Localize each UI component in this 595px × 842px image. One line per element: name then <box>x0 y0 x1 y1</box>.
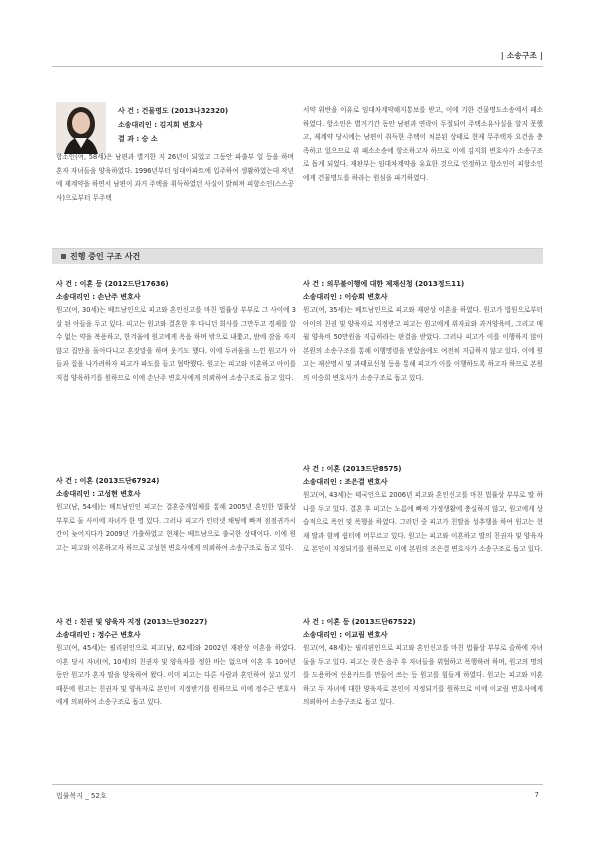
featured-case-text-left: 항소인(여, 58세)은 남편과 별거한 지 26년이 되었고 그동안 파출부 일 등을 하며 혼자 자녀들을 양육하였다. 1996년부터 임대아파트에 입주하여 생활하였는데 작년에 재계약을 하면서 남편이 과거 주택을 취득하였던 사실이 밝혀져 피항소인(스스공사)으로부터 무주택 <box>56 153 294 202</box>
section-title: 진행 중인 구조 사건 <box>70 252 141 261</box>
featured-case-text-right: 서약 위반을 이유로 임대차계약해지통보를 받고, 이에 기한 건물명도소송에서 패소하였다. 항소인은 별거기간 동안 남편과 연락이 두절되어 주택소유사실을 알지 못했고, 재계약 당시에는 남편이 취득한 주택이 처분된 상태로 현재 무주택자 요건을 충족하고 있으므로 위 패소소송에 항소하고자 하므로 이에 김지희 변호사가 소송구조로 돕게 되었다. 재판부는 임대차계약을 유효한 것으로 인정하고 항소인이 피항소인에게 건물명도를 하라는 원심을 파기하였다. <box>303 106 543 182</box>
case-lawyer: 소송대리인 : 고성현 변호사 <box>56 489 141 498</box>
case-block <box>56 278 296 386</box>
case-title: 사 건 : 이혼 (2013드단8575) <box>303 465 402 473</box>
lawyer-photo <box>56 102 106 154</box>
section-header-bar <box>52 248 543 264</box>
case-title: 사 건 : 의무불이행에 대한 제재신청 (2013정드11) <box>303 280 465 288</box>
case-block <box>56 616 296 710</box>
case-lawyer: 소송대리인 : 조은결 변호사 <box>303 477 388 486</box>
page-number: 7 <box>534 791 539 799</box>
footer-publication: 법률복지 _ 52호 <box>56 792 107 800</box>
case-title: 사 건 : 이혼 등 (2013드단67522) <box>303 618 416 626</box>
case-lawyer: 소송대리인 : 손난주 변호사 <box>56 292 141 301</box>
case-body: 원고(여, 30세)는 베트남인으로 피고와 혼인신고를 마친 법률상 부부로 그 사이에 3살 된 아들을 두고 있다. 피고는 원고와 결혼한 후 다니던 회사를 그만두고 경제를 알 수 없는 약을 복용하고, 한겨울에 원고에게 옥을 하며 밖으로 내쫓고, 밤에 잠을 자지 않고 집안을 돌아다니고 혼잣말을 하며 웃기도 했다. 이에 두려움을 느낀 원고가 아들과 집을 나가려하자 피고가 파도를 들고 협박했다. 원고는 피고와 이혼하고 아이를 직접 양육하기를 원하므로 이에 손난주 변호사에게 의뢰하여 소송구조로 돕고 있다. <box>56 306 296 382</box>
case-lawyer: 소송대리인 : 정수근 변호사 <box>56 630 141 639</box>
case-lawyer: 소송대리인 : 이교림 변호사 <box>303 630 388 639</box>
case-body: 원고(남, 54세)는 베트남인인 피고는 결혼중개업체를 통해 2005년 혼인한 법률상 부부로 둘 사이에 자녀가 한 명 있다. 그러나 피고가 인터넷 채팅에 빠져 점점귀가시간이 늦어지다가 2009년 가출하였고 현재는 베트남으로 출국한 상태이다. 이에 원고는 피고와 이혼하고자 하므로 고성현 변호사에게 의뢰하여 소송구조로 돕고 있다. <box>56 503 296 552</box>
case-body: 원고(여, 43세)는 태국인으로 2006년 피고와 혼인신고를 마친 법률상 부부로 딸 하나를 두고 있다. 결혼 후 피고는 노름에 빠져 가정생활에 충실하지 않고, 원고에게 상습적으로 폭언 및 폭행을 하였다. 그러던 중 피고가 친딸을 성추행을 하여 원고는 현재 딸과 함께 쉼터에 머무르고 있다. 원고는 피고와 이혼하고 딸의 친권자 및 양육자로 본인이 지정되기를 원하므로 이에 본원의 조은결 변호사가 소송구조로 돕고 있다. <box>303 491 543 554</box>
case-block <box>56 475 296 555</box>
case-block <box>303 616 543 710</box>
case-title: 사 건 : 이혼 (2013드단67924) <box>56 477 160 485</box>
header-rule <box>52 66 543 67</box>
case-body: 원고(여, 35세)는 베트남인으로 피고와 재판상 이혼을 하였다. 원고가 법원으로부터 아이의 친권 및 양육자로 지정받고 피고는 원고에게 위자료와 과거양육비, 그리고 매월 양육비 50만원을 지급하라는 판결을 받았다. 그러나 피고가 이를 이행하지 않아 본원의 소송구조를 통해 이행명령을 받았음에도 여전히 지급하지 않고 있다. 이에 원고는 재산명시 및 과태료신청 등을 통해 피고가 이를 이행하도록 하고자 하므로 본원의 이승희 변호사가 소송구조로 돕고 있다. <box>303 306 543 382</box>
case-body: 원고(여, 48세)는 필리핀인으로 피고와 혼인신고를 마친 법률상 부부로 슬하에 자녀 둘을 두고 있다. 피고는 잦은 음주 후 자녀들을 위협하고 폭행하려 하며, 원고의 명의를 도용하여 신용카드를 만들어 쓰는 등 원고를 힘들게 하였다. 원고는 피고와 이혼하고 두 자녀에 대한 양육자로 본인이 지정되기를 원하므로 이에 이교림 변호사에게 의뢰하여 소송구조로 돕고 있다. <box>303 644 543 707</box>
case-lawyer: 소송대리인 : 이승희 변호사 <box>303 292 388 301</box>
case-block <box>303 278 543 386</box>
section-bullet <box>61 254 66 259</box>
featured-case-title: 사 건 : 건물명도 (2013나32320) <box>118 107 229 115</box>
featured-case-result: 결 과 : 승 소 <box>118 135 158 143</box>
footer-rule <box>52 784 543 785</box>
featured-case-meta <box>118 104 294 146</box>
case-block <box>303 463 543 557</box>
case-title: 사 건 : 친권 및 양육자 지정 (2013느단30227) <box>56 618 208 626</box>
case-body: 원고(여, 45세)는 필리핀인으로 피고(남, 62세)와 2002년 재판상 이혼을 하였다. 이혼 당시 자녀(여, 10세)의 친권자 및 양육자를 정한 바는 없으며 이혼 후 10여년 동안 원고가 혼자 딸을 양육하여 왔다. 이미 피고는 다른 사람과 혼인하여 살고 있기 때문에 원고는 친권자 및 양육자로 본인이 지정받기를 원하므로 이에 정수근 변호사에게 의뢰하여 소송구조로 돕고 있다. <box>56 644 296 707</box>
featured-case-lawyer: 소송대리인 : 김지희 변호사 <box>118 121 203 129</box>
page-header-tag: | 소송구조 | <box>500 51 543 60</box>
case-title: 사 건 : 이혼 등 (2012드단17636) <box>56 280 169 288</box>
